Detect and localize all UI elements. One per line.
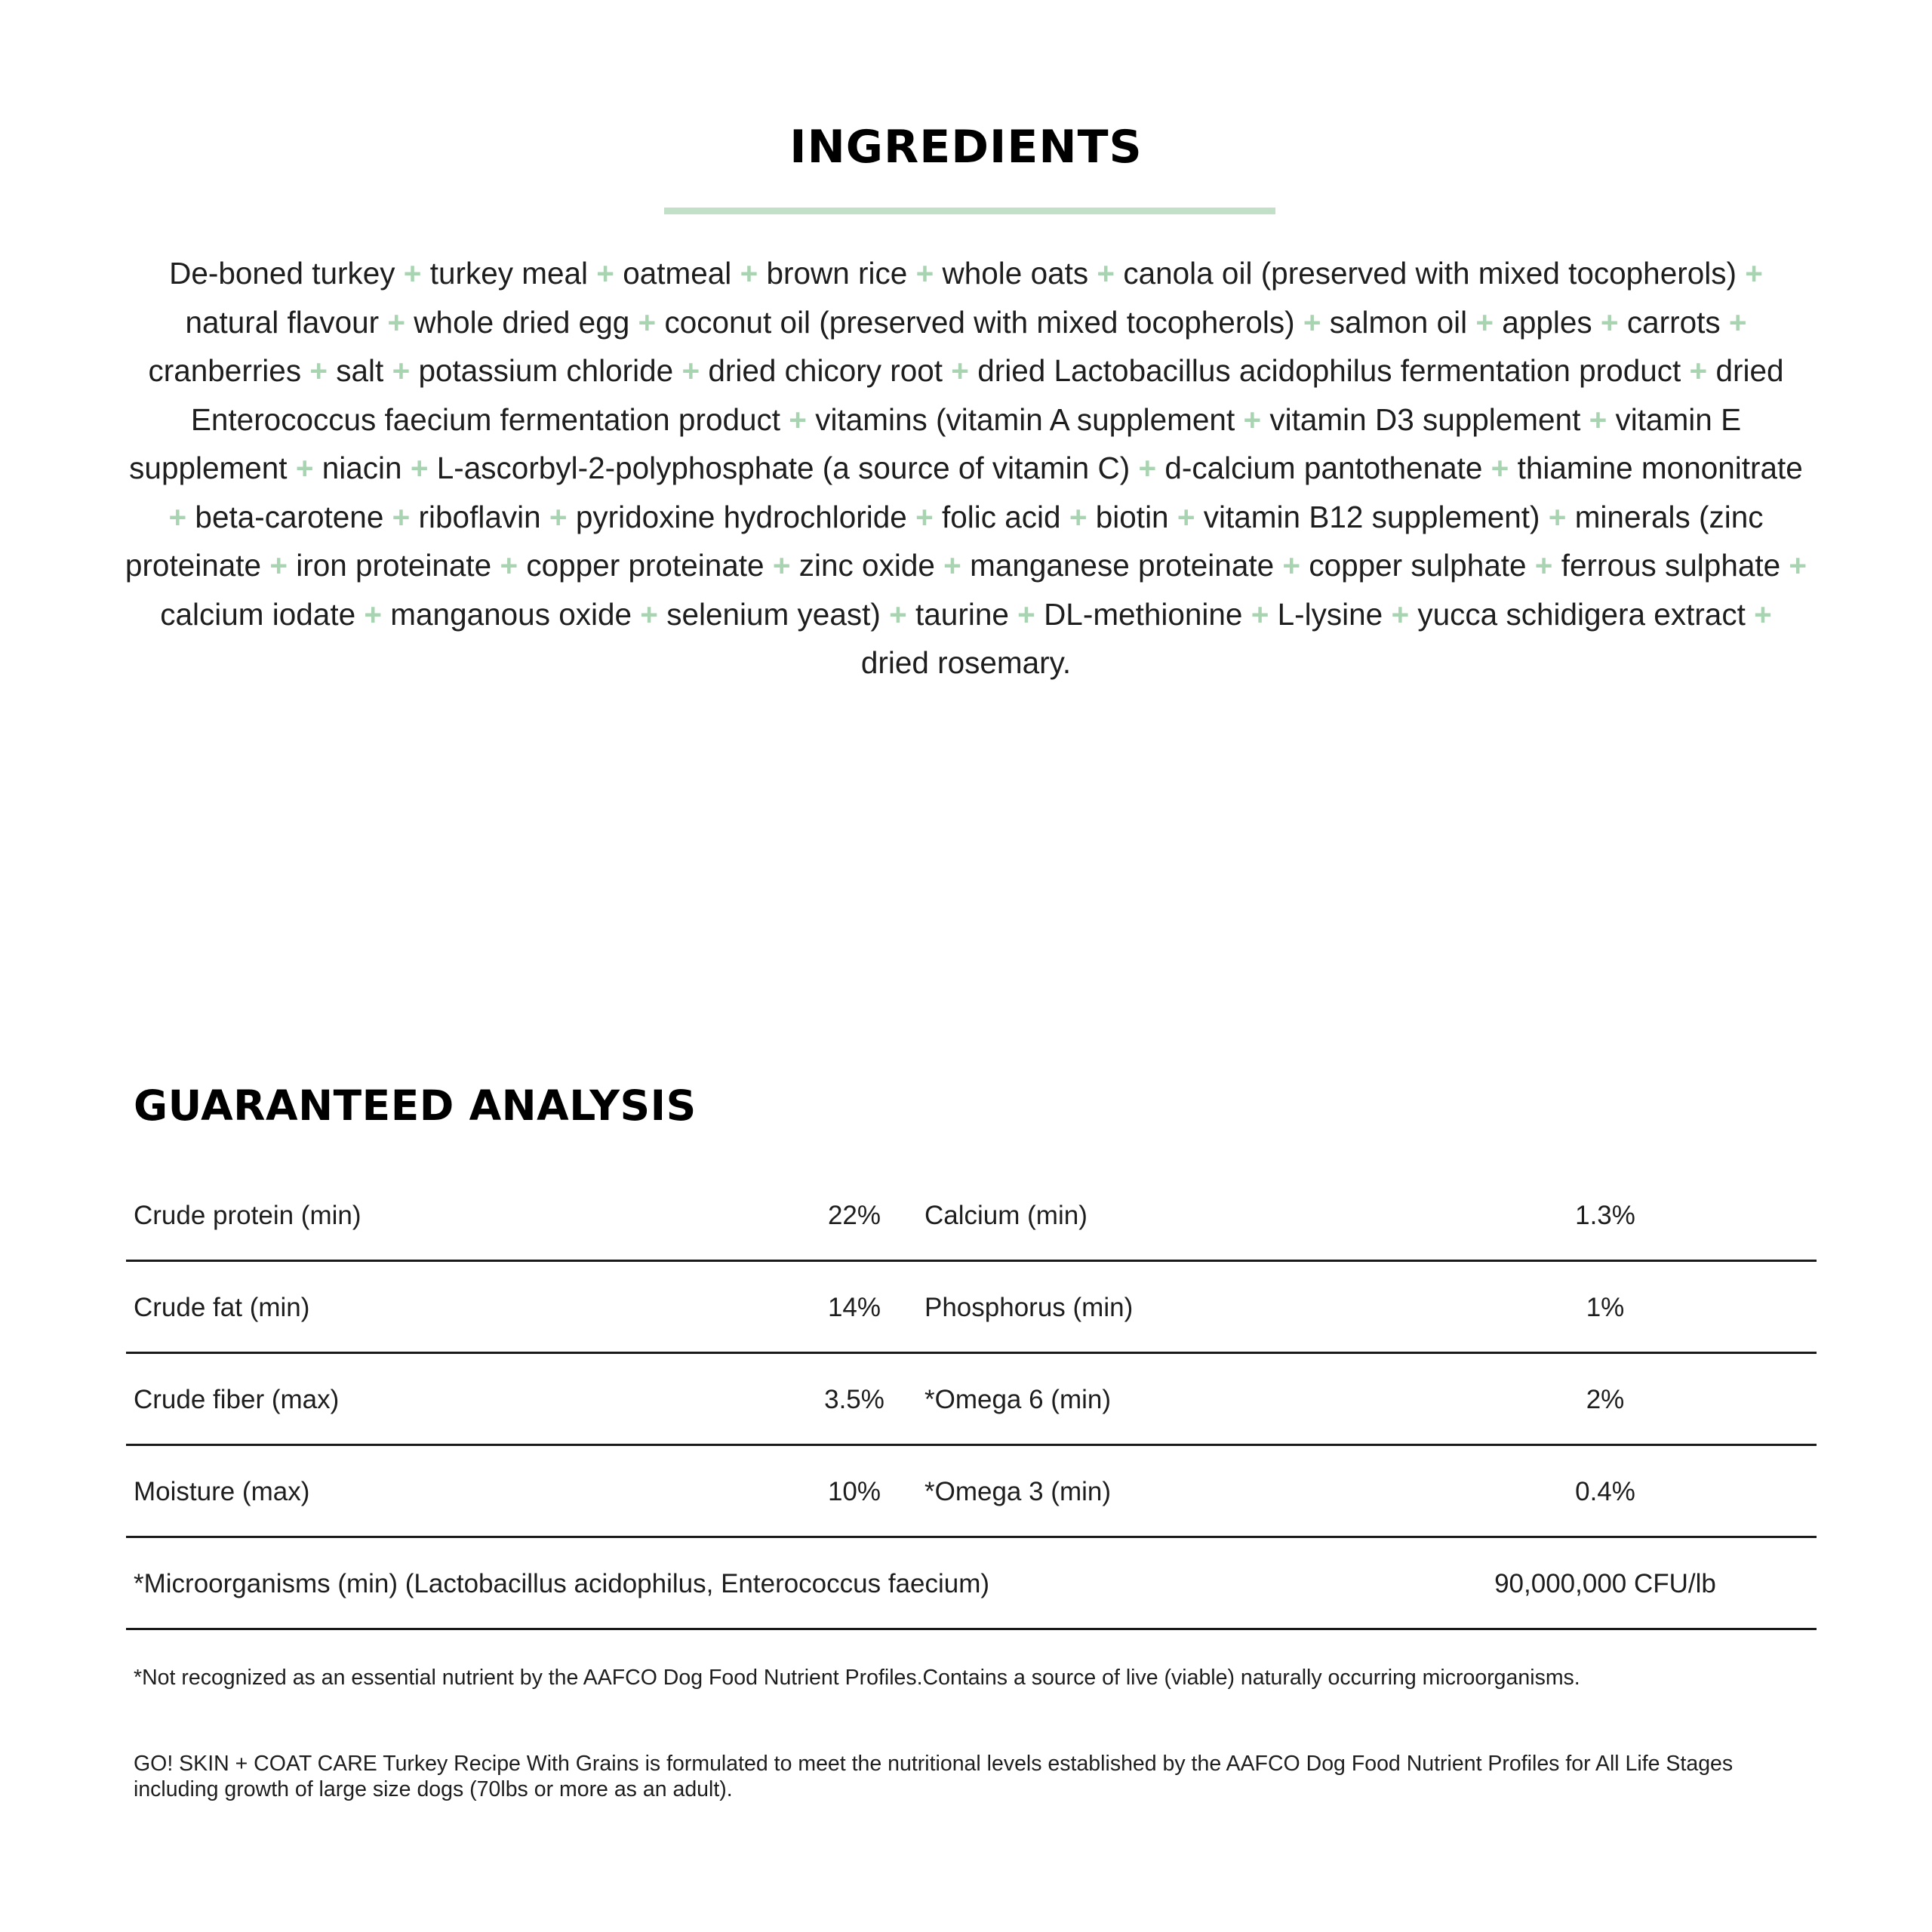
- ingredient-item: zinc oxide: [798, 548, 935, 583]
- ingredient-item: dried Enterococcus faecium fermentation product: [190, 353, 1784, 437]
- plus-separator-icon: +: [1689, 353, 1708, 388]
- plus-separator-icon: +: [889, 596, 907, 632]
- ingredient-item: thiamine mononitrate: [1517, 451, 1803, 485]
- table-row: [126, 1170, 1817, 1262]
- ingredients-divider: [664, 208, 1275, 214]
- ingredient-item: manganese proteinate: [970, 548, 1275, 583]
- ingredient-item: niacin: [321, 451, 402, 485]
- plus-separator-icon: +: [1391, 596, 1410, 632]
- table-row: [126, 1262, 1817, 1354]
- ingredient-item: yucca schidigera extract: [1417, 596, 1746, 632]
- plus-separator-icon: +: [638, 304, 657, 340]
- footnote: *Not recognized as an essential nutrient by the AAFCO Dog Food Nutrient Profiles.Contains a source of live (viable) naturally occurring microorganisms.: [134, 1666, 1580, 1690]
- nutrient-label: Crude fiber (max): [134, 1385, 340, 1414]
- plus-separator-icon: +: [1243, 401, 1262, 437]
- plus-separator-icon: +: [1600, 304, 1619, 340]
- plus-separator-icon: +: [951, 353, 969, 388]
- plus-separator-icon: +: [410, 451, 429, 485]
- plus-separator-icon: +: [1548, 499, 1567, 534]
- plus-separator-icon: +: [1177, 499, 1195, 534]
- plus-separator-icon: +: [1745, 256, 1763, 291]
- nutrient-label: Crude protein (min): [134, 1201, 361, 1230]
- aafco-statement: GO! SKIN + COAT CARE Turkey Recipe With Grains is formulated to meet the nutritional levels established by the AAFCO Dog Food Nutrient Profiles for All Life Stages including growth of large size dogs (70lbs or more as an adult).: [134, 1752, 1734, 1801]
- ingredient-item: vitamin B12 supplement): [1203, 499, 1540, 534]
- ingredient-item: minerals (zinc proteinate: [125, 499, 1764, 583]
- nutrient-value: 0.4%: [1575, 1477, 1635, 1506]
- ingredient-item: apples: [1502, 304, 1592, 340]
- plus-separator-icon: +: [1589, 401, 1607, 437]
- ingredient-item: carrots: [1626, 304, 1721, 340]
- plus-separator-icon: +: [640, 596, 658, 632]
- ingredient-item: canola oil (preserved with mixed tocopherols): [1123, 256, 1737, 291]
- ingredient-item: beta-carotene: [195, 499, 384, 534]
- ingredient-item: dried chicory root: [708, 353, 943, 388]
- table-row-microorganisms: [126, 1538, 1817, 1630]
- plus-separator-icon: +: [392, 353, 411, 388]
- nutrient-label: *Omega 3 (min): [924, 1477, 1112, 1506]
- plus-separator-icon: +: [500, 548, 518, 583]
- nutrient-value: 90,000,000 CFU/lb: [1494, 1569, 1716, 1598]
- plus-separator-icon: +: [1251, 596, 1269, 632]
- ingredient-item: L-ascorbyl-2-polyphosphate (a source of vitamin C): [436, 451, 1131, 485]
- nutrient-value: 1%: [1586, 1293, 1625, 1322]
- plus-separator-icon: +: [168, 499, 187, 534]
- ingredient-item: potassium chloride: [418, 353, 674, 388]
- plus-separator-icon: +: [1138, 451, 1157, 485]
- nutrient-value: 2%: [1586, 1385, 1625, 1414]
- ingredient-item: salmon oil: [1329, 304, 1468, 340]
- ingredient-item: salt: [336, 353, 384, 388]
- plus-separator-icon: +: [681, 353, 700, 388]
- ingredient-item: biotin: [1095, 499, 1169, 534]
- ingredient-item: turkey meal: [429, 256, 589, 291]
- nutrient-value: 22%: [827, 1201, 881, 1230]
- ingredient-item: iron proteinate: [296, 548, 492, 583]
- plus-separator-icon: +: [1069, 499, 1088, 534]
- plus-separator-icon: +: [915, 499, 934, 534]
- ingredient-item: ferrous sulphate: [1561, 548, 1781, 583]
- plus-separator-icon: +: [1303, 304, 1321, 340]
- ingredient-item: vitamin E supplement: [129, 401, 1742, 485]
- nutrient-label: Moisture (max): [134, 1477, 310, 1506]
- plus-separator-icon: +: [269, 548, 288, 583]
- ingredient-item: De-boned turkey: [169, 256, 395, 291]
- ingredients-heading: INGREDIENTS: [789, 121, 1143, 174]
- plus-separator-icon: +: [1282, 548, 1301, 583]
- ingredient-item: copper proteinate: [526, 548, 764, 583]
- ingredients-list: [125, 249, 1807, 688]
- analysis-table: [126, 1170, 1817, 1630]
- ingredient-item: whole dried egg: [414, 304, 630, 340]
- ingredient-item: cranberries: [148, 353, 302, 388]
- table-row: [126, 1354, 1817, 1446]
- plus-separator-icon: +: [943, 548, 961, 583]
- nutrient-value: 14%: [827, 1293, 881, 1322]
- plus-separator-icon: +: [1534, 548, 1553, 583]
- ingredient-item: DL-methionine: [1044, 596, 1243, 632]
- ingredient-item: vitamin D3 supplement: [1269, 401, 1581, 437]
- ingredient-item: whole oats: [942, 256, 1089, 291]
- ingredient-item: coconut oil (preserved with mixed tocopherols): [664, 304, 1295, 340]
- nutrient-label: *Microorganisms (min) (Lactobacillus acidophilus, Enterococcus faecium): [134, 1569, 990, 1598]
- plus-separator-icon: +: [915, 256, 934, 291]
- ingredient-item: oatmeal: [623, 256, 732, 291]
- plus-separator-icon: +: [740, 256, 758, 291]
- plus-separator-icon: +: [364, 596, 383, 632]
- nutrient-value: 3.5%: [824, 1385, 884, 1414]
- table-row: [126, 1446, 1817, 1538]
- plus-separator-icon: +: [387, 304, 406, 340]
- nutrient-label: Crude fat (min): [134, 1293, 310, 1322]
- plus-separator-icon: +: [309, 353, 328, 388]
- plus-separator-icon: +: [403, 256, 422, 291]
- ingredient-item: d-calcium pantothenate: [1164, 451, 1483, 485]
- plus-separator-icon: +: [1491, 451, 1509, 485]
- plus-separator-icon: +: [1754, 596, 1772, 632]
- plus-separator-icon: +: [1789, 548, 1807, 583]
- nutrient-label: Calcium (min): [924, 1201, 1088, 1230]
- plus-separator-icon: +: [789, 401, 807, 437]
- plus-separator-icon: +: [392, 499, 411, 534]
- ingredient-item: copper sulphate: [1309, 548, 1527, 583]
- ingredient-item: dried Lactobacillus acidophilus fermentation product: [977, 353, 1681, 388]
- nutrient-label: *Omega 6 (min): [924, 1385, 1112, 1414]
- ingredient-item: pyridoxine hydrochloride: [575, 499, 907, 534]
- ingredient-item: L-lysine: [1277, 596, 1383, 632]
- nutrient-label: Phosphorus (min): [924, 1293, 1134, 1322]
- plus-separator-icon: +: [549, 499, 568, 534]
- plus-separator-icon: +: [1728, 304, 1747, 340]
- ingredient-item: dried rosemary.: [860, 645, 1072, 680]
- ingredient-item: natural flavour: [185, 304, 380, 340]
- ingredient-item: riboflavin: [418, 499, 541, 534]
- plus-separator-icon: +: [1097, 256, 1115, 291]
- ingredient-item: selenium yeast): [666, 596, 881, 632]
- ingredient-item: folic acid: [942, 499, 1061, 534]
- ingredient-item: calcium iodate: [160, 596, 356, 632]
- ingredient-item: taurine: [915, 596, 1009, 632]
- nutrient-value: 10%: [827, 1477, 881, 1506]
- ingredient-item: manganous oxide: [390, 596, 632, 632]
- analysis-heading: GUARANTEED ANALYSIS: [134, 1081, 697, 1130]
- plus-separator-icon: +: [1017, 596, 1035, 632]
- nutrient-value: 1.3%: [1575, 1201, 1635, 1230]
- ingredient-item: vitamins (vitamin A supplement: [815, 401, 1235, 437]
- ingredient-item: brown rice: [766, 256, 908, 291]
- plus-separator-icon: +: [596, 256, 614, 291]
- plus-separator-icon: +: [295, 451, 314, 485]
- plus-separator-icon: +: [1475, 304, 1494, 340]
- plus-separator-icon: +: [772, 548, 791, 583]
